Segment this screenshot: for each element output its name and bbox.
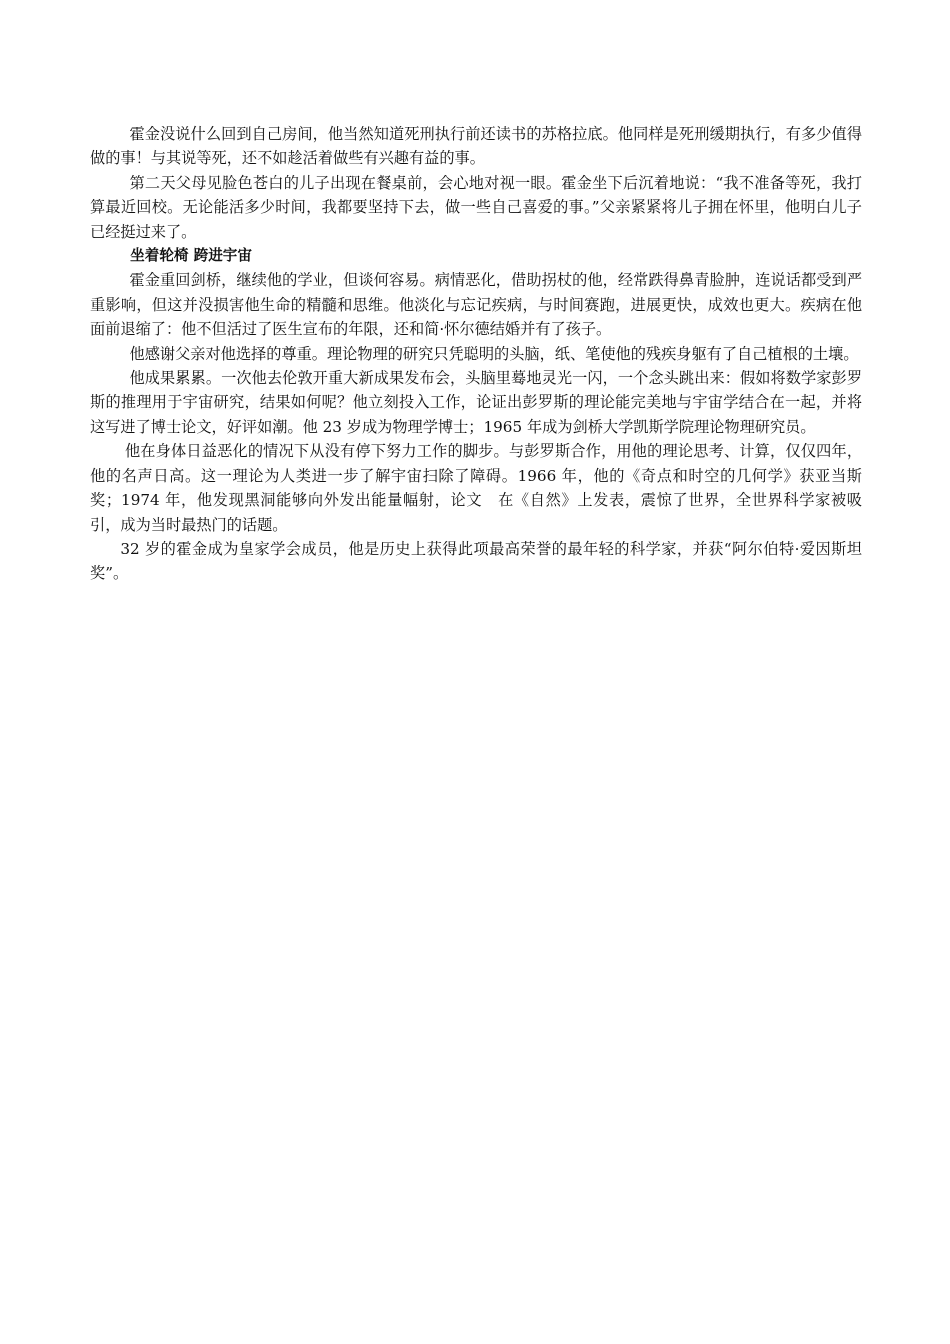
- paragraph-3: 霍金重回剑桥，继续他的学业，但谈何容易。病情恶化，借助拐杖的他，经常跌得鼻青脸肿，连说话都受到严重影响，但这并没损害他生命的精髓和思维。他淡化与忘记疾病，与时间赛跑，进展更快，成效也更大。疾病在他面前退缩了：他不但活过了医生宣布的年限，还和简·怀尔德结婚并有了孩子。: [90, 271, 862, 339]
- document-page: [90, 122, 862, 586]
- paragraph-6: 他在身体日益恶化的情况下从没有停下努力工作的脚步。与彭罗斯合作，用他的理论思考、计算，仅仅四年，他的名声日高。这一理论为人类进一步了解宇宙扫除了障碍。1966 年，他的《奇点和时空的几何学》获亚当斯奖；1974 年，他发现黑洞能够向外发出能量幅射，论文 在《自然》上发表，震惊了世界，全世界科学家被吸引，成为当时最热门的话题。: [90, 442, 862, 534]
- paragraph-5: 他成果累累。一次他去伦敦开重大新成果发布会，头脑里蓦地灵光一闪，一个念头跳出来：假如将数学家彭罗斯的推理用于宇宙研究，结果如何呢？他立刻投入工作，论证出彭罗斯的理论能完美地与宇宙学结合在一起，并将这写进了博士论文，好评如潮。他 23 岁成为物理学博士；1965 年成为剑桥大学凯斯学院理论物理研究员。: [90, 369, 862, 436]
- section-heading: 坐着轮椅 跨进宇宙: [130, 247, 252, 265]
- paragraph-4: 他感谢父亲对他选择的尊重。理论物理的研究只凭聪明的头脑，纸、笔使他的残疾身躯有了自己植根的土壤。: [129, 344, 859, 363]
- paragraph-1: 霍金没说什么回到自己房间，他当然知道死刑执行前还读书的苏格拉底。他同样是死刑缓期执行，有多少值得做的事！与其说等死，还不如趁活着做些有兴趣有益的事。: [90, 125, 862, 168]
- paragraph-2: 第二天父母见脸色苍白的儿子出现在餐桌前，会心地对视一眼。霍金坐下后沉着地说：“我不准备等死，我打算最近回校。无论能活多少时间，我都要坚持下去，做一些自己喜爱的事。”父亲紧紧将儿子拥在怀里，他明白儿子已经挺过来了。: [90, 173, 862, 241]
- paragraph-7: 32 岁的霍金成为皇家学会成员，他是历史上获得此项最高荣誉的最年轻的科学家，并获“阿尔伯特·爱因斯坦奖”。: [90, 539, 862, 583]
